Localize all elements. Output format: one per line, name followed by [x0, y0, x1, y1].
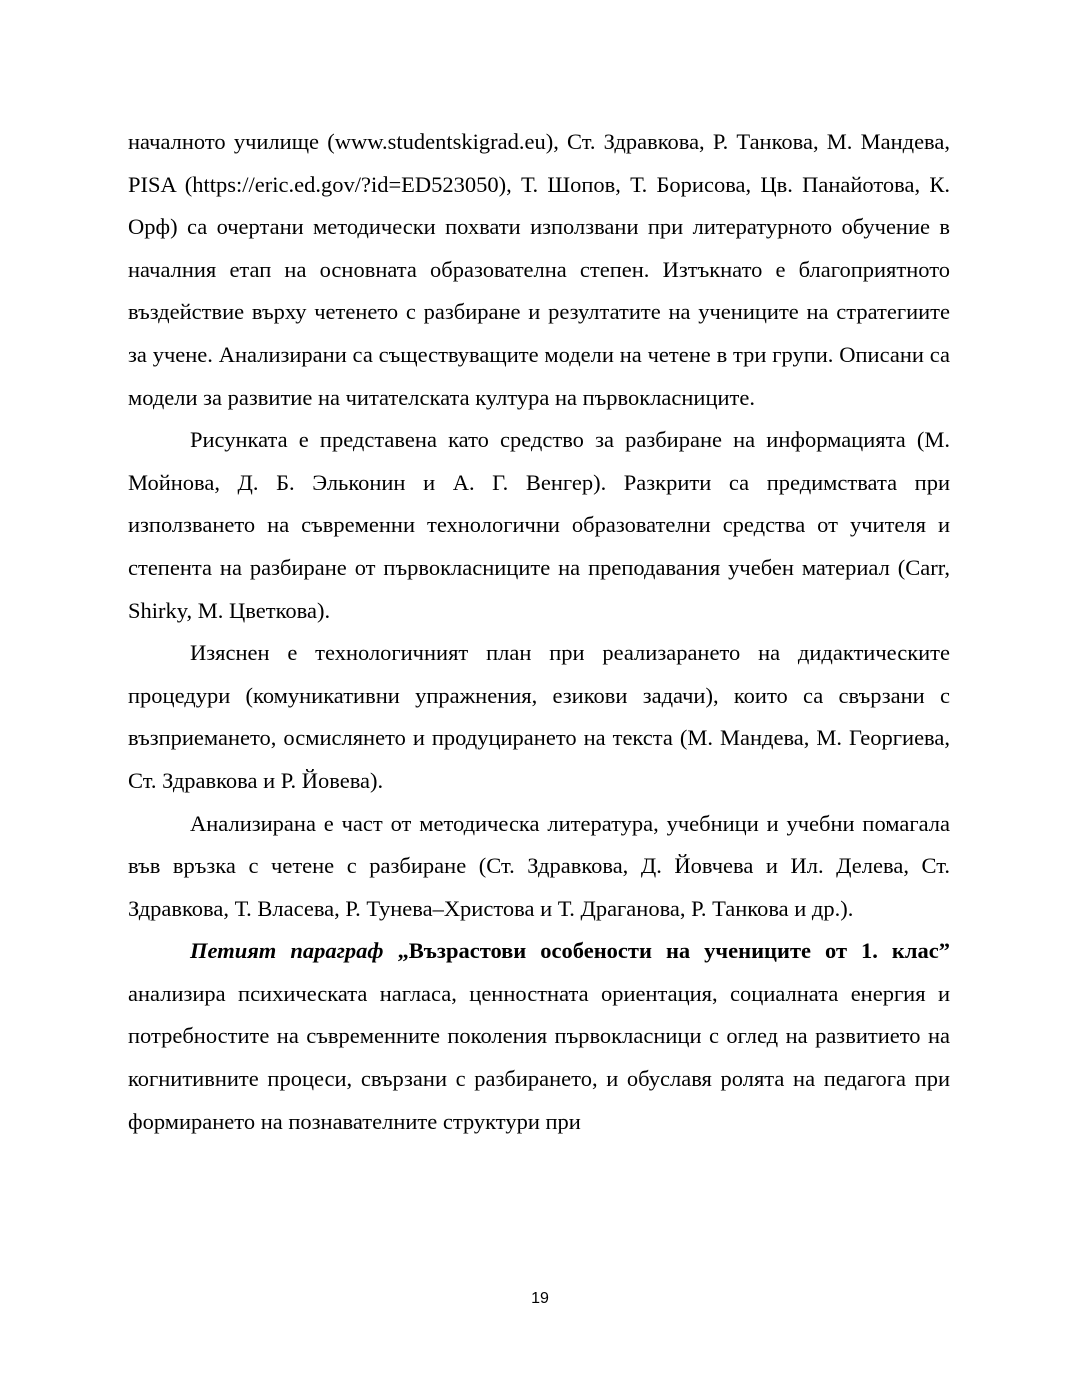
paragraph-5-lead-bold: „Възрастови особености на учениците от 1. клас” — [397, 938, 951, 964]
paragraph-5 — [128, 930, 950, 1143]
paragraph-3: Изяснен е технологичният план при реализарането на дидактическите процедури (комуникативни упражнения, езикови задачи), които са свързани с възприемането, осмислянето и продуцирането на текста (М. Мандева, М. Георгиева, Ст. Здравкова и Р. Йовева). — [128, 640, 950, 793]
page-number: 19 — [531, 1290, 549, 1307]
body-text — [128, 121, 950, 1143]
paragraph-4: Анализирана е част от методическа литература, учебници и учебни помагала във връзка с четене с разбиране (Ст. Здравкова, Д. Йовчева и Ил. Делева, Ст. Здравкова, Т. Власева, Р. Тунева–Христова и Т. Драганова, Р. Танкова и др.). — [128, 810, 950, 921]
paragraph-5-text: анализира психическата нагласа, ценностната ориентация, социалната енергия и потребностите на съвременните поколения първокласници с оглед на развитието на когнитивните процеси, свързани с разбирането, и обуславя ролята на педагога при формирането на познавателните структури при — [128, 980, 950, 1134]
paragraph-1: началното училище (www.studentskigrad.eu), Ст. Здравкова, Р. Танкова, М. Мандева, PISA (https://eric.ed.gov/?id=ED523050), Т. Шопов, Т. Борисова, Цв. Панайотова, К. Орф) са очертани методически похвати използвани при литературното обучение в началния етап на основната образователна степен. Изтъкнато е благоприятното въздействие върху четенето с разбиране и резултатите на учениците на стратегиите за учене. Анализирани са съществуващите модели на четене в три групи. Описани са модели за развитие на читателската култура на първокласниците. — [128, 129, 950, 410]
paragraph-5-lead-italic: Петият параграф — [190, 938, 384, 964]
paragraph-2: Рисунката е представена като средство за разбиране на информацията (М. Мойнова, Д. Б. Эльконин и А. Г. Венгер). Разкрити са предимствата при използването на съвременни технологични образователни средства от учителя и степента на разбиране от първокласниците на преподавания учебен материал (Carr, Shirky, М. Цветкова). — [128, 427, 950, 623]
